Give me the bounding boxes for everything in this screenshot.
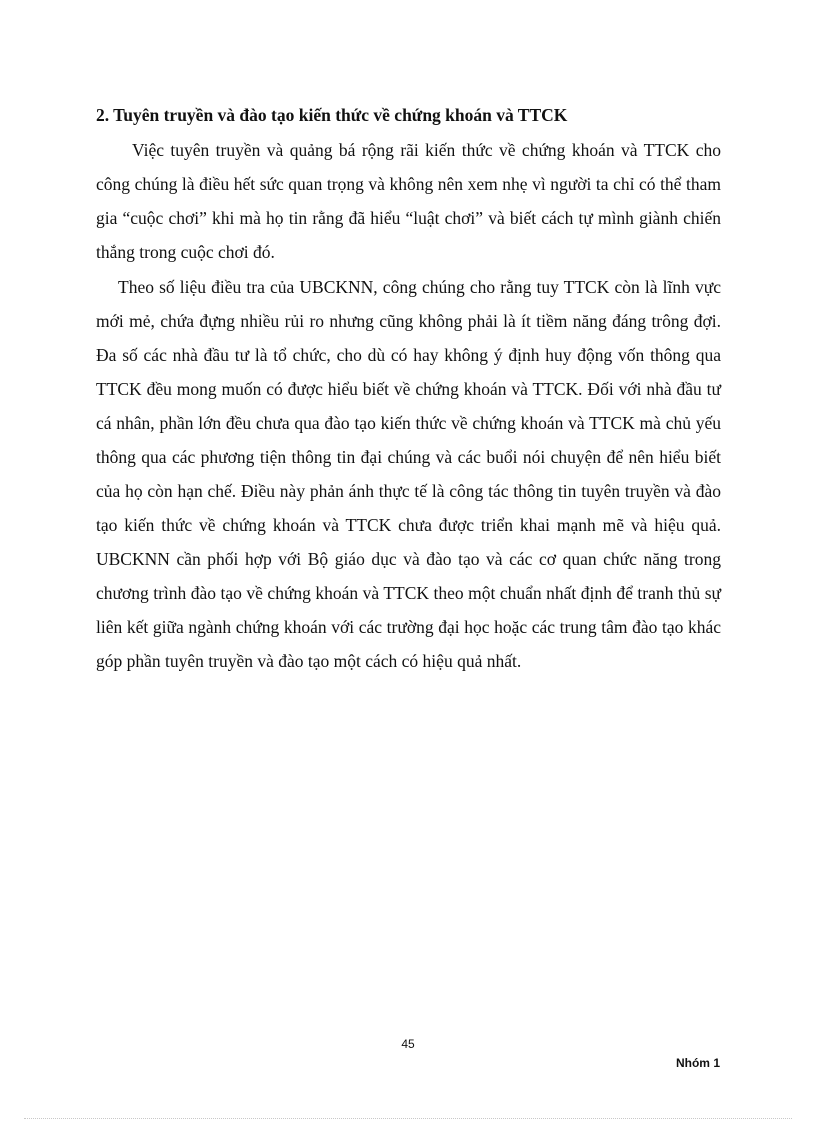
footer-divider (24, 1118, 792, 1119)
footer-group-label: Nhóm 1 (675, 1056, 720, 1070)
body-paragraph-1: Việc tuyên truyền và quảng bá rộng rãi kiến thức về chứng khoán và TTCK cho công chúng là điều hết sức quan trọng và không nên xem nhẹ vì người ta chỉ có thể tham gia “cuộc chơi” khi mà họ tin rằng đã hiểu “luật chơi” và biết cách tự mình giành chiến thắng trong cuộc chơi đó. (96, 140, 721, 262)
body-paragraph-2: Theo số liệu điều tra của UBCKNN, công chúng cho rằng tuy TTCK còn là lĩnh vực mới mẻ, chứa đựng nhiều rủi ro nhưng cũng không phải là ít tiềm năng đáng trông đợi. Đa số các nhà đầu tư là tổ chức, cho dù có hay không ý định huy động vốn thông qua TTCK đều mong muốn có được hiểu biết về chứng khoán và TTCK. Đối với nhà đầu tư cá nhân, phần lớn đều chưa qua đào tạo kiến thức về chứng khoán và TTCK mà chủ yếu thông qua các phương tiện thông tin đại chúng và các buổi nói chuyện để nên hiểu biết của họ còn hạn chế. Điều này phản ánh thực tế là công tác thông tin tuyên truyền và đào tạo kiến thức về chứng khoán và TTCK chưa được triển khai mạnh mẽ và hiệu quả. UBCKNN cần phối hợp với Bộ giáo dục và đào tạo và các cơ quan chức năng trong chương trình đào tạo về chứng khoán và TTCK theo một chuẩn nhất định để tranh thủ sự liên kết giữa ngành chứng khoán với các trường đại học hoặc các trung tâm đào tạo khác góp phần tuyên truyền và đào tạo một cách có hiệu quả nhất. (96, 277, 721, 671)
page-number: 45 (401, 1037, 415, 1051)
section-heading: 2. Tuyên truyền và đào tạo kiến thức về chứng khoán và TTCK (96, 105, 568, 125)
